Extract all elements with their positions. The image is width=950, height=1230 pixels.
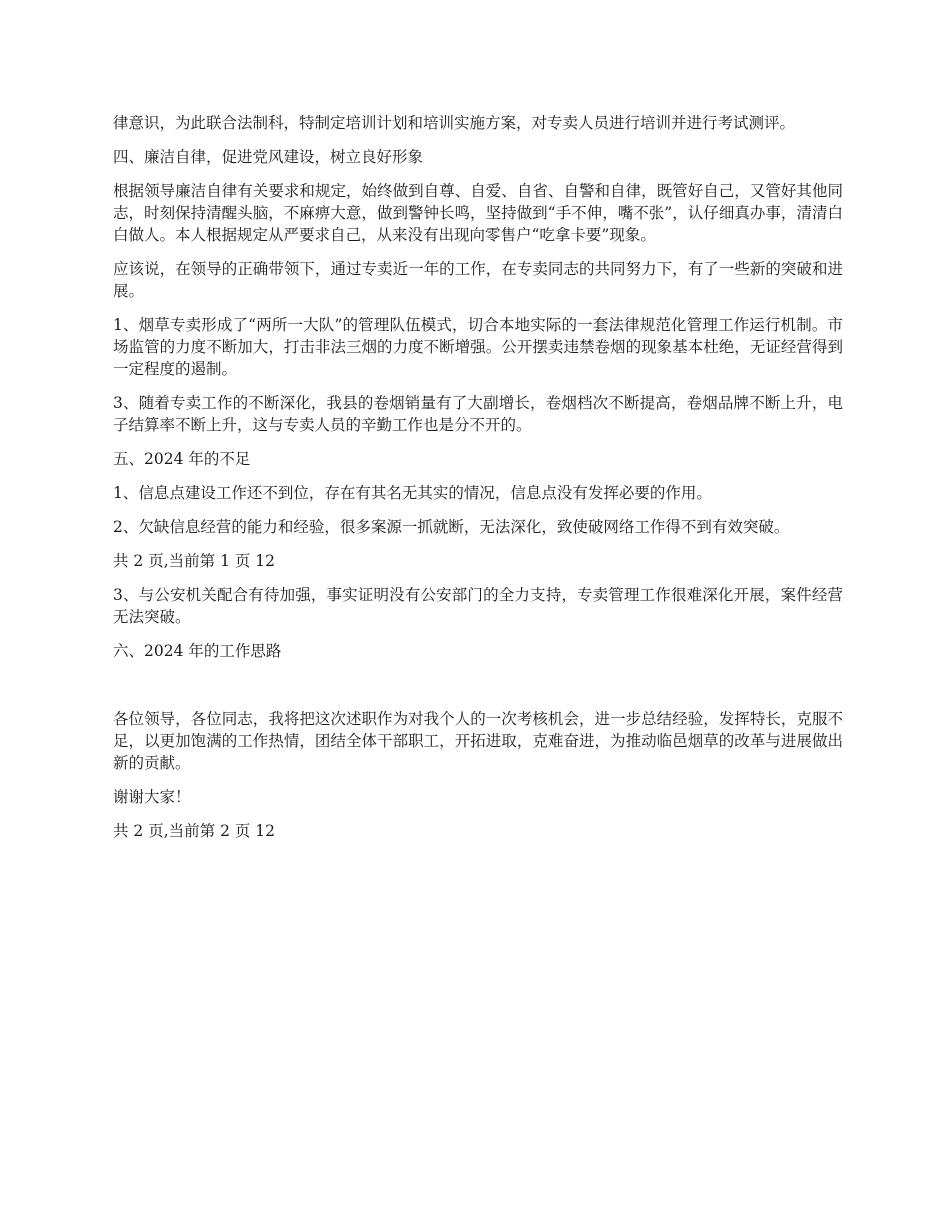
paragraph-legal-awareness: 律意识，为此联合法制科，特制定培训计划和培训实施方案，对专卖人员进行培训并进行考试测评。 [113,114,796,132]
paragraph-closing: 各位领导，各位同志，我将把这次述职作为对我个人的一次考核机会，进一步总结经验，发挥特长，克服不足，以更加饱满的工作热情，团结全体干部职工，开拓进取，克难奋进，为推动临邑烟草的改革与进展做出新的贡献。 [113,710,843,772]
document-page [113,112,843,854]
shortcoming-item-3: 3、与公安机关配合有待加强，事实证明没有公安部门的全力支持，专卖管理工作很难深化开展，案件经营无法突破。 [113,586,843,626]
section-heading-4: 四、廉洁自律，促进党风建设，树立良好形象 [113,148,424,166]
page-footer-2: 共 2 页,当前第 2 页 12 [113,822,276,840]
shortcoming-item-1: 1、信息点建设工作还不到位，存在有其名无其实的情况，信息点没有发挥必要的作用。 [113,484,712,502]
page-footer-1: 共 2 页,当前第 1 页 12 [113,552,276,570]
shortcoming-item-2: 2、欠缺信息经营的能力和经验，很多案源一抓就断，无法深化，致使破网络工作得不到有效突破。 [113,518,790,536]
paragraph-thanks: 谢谢大家！ [113,788,191,806]
paragraph-summary: 应该说，在领导的正确带领下，通过专卖近一年的工作，在专卖同志的共同努力下，有了一些新的突破和进展。 [113,260,843,300]
paragraph-self-discipline: 根据领导廉洁自律有关要求和规定，始终做到自尊、自爱、自省、自警和自律，既管好自己，又管好其他同志，时刻保持清醒头脑，不麻痹大意，做到警钟长鸣，坚持做到“手不伸，嘴不张”，认仔细真办事，清清白白做人。本人根据规定从严要求自己，从来没有出现向零售户“吃拿卡要”现象。 [113,182,843,244]
section-heading-6: 六、2024 年的工作思路 [113,642,282,660]
paragraph-item-3: 3、随着专卖工作的不断深化，我县的卷烟销量有了大副增长，卷烟档次不断提高，卷烟品牌不断上升，电子结算率不断上升，这与专卖人员的辛勤工作也是分不开的。 [113,394,843,434]
section-heading-5: 五、2024 年的不足 [113,450,251,468]
paragraph-item-1: 1、烟草专卖形成了“两所一大队”的管理队伍模式，切合本地实际的一套法律规范化管理工作运行机制。市场监管的力度不断加大，打击非法三烟的力度不断增强。公开摆卖违禁卷烟的现象基本杜绝，无证经营得到一定程度的遏制。 [113,316,843,378]
blank-gap [113,674,843,708]
